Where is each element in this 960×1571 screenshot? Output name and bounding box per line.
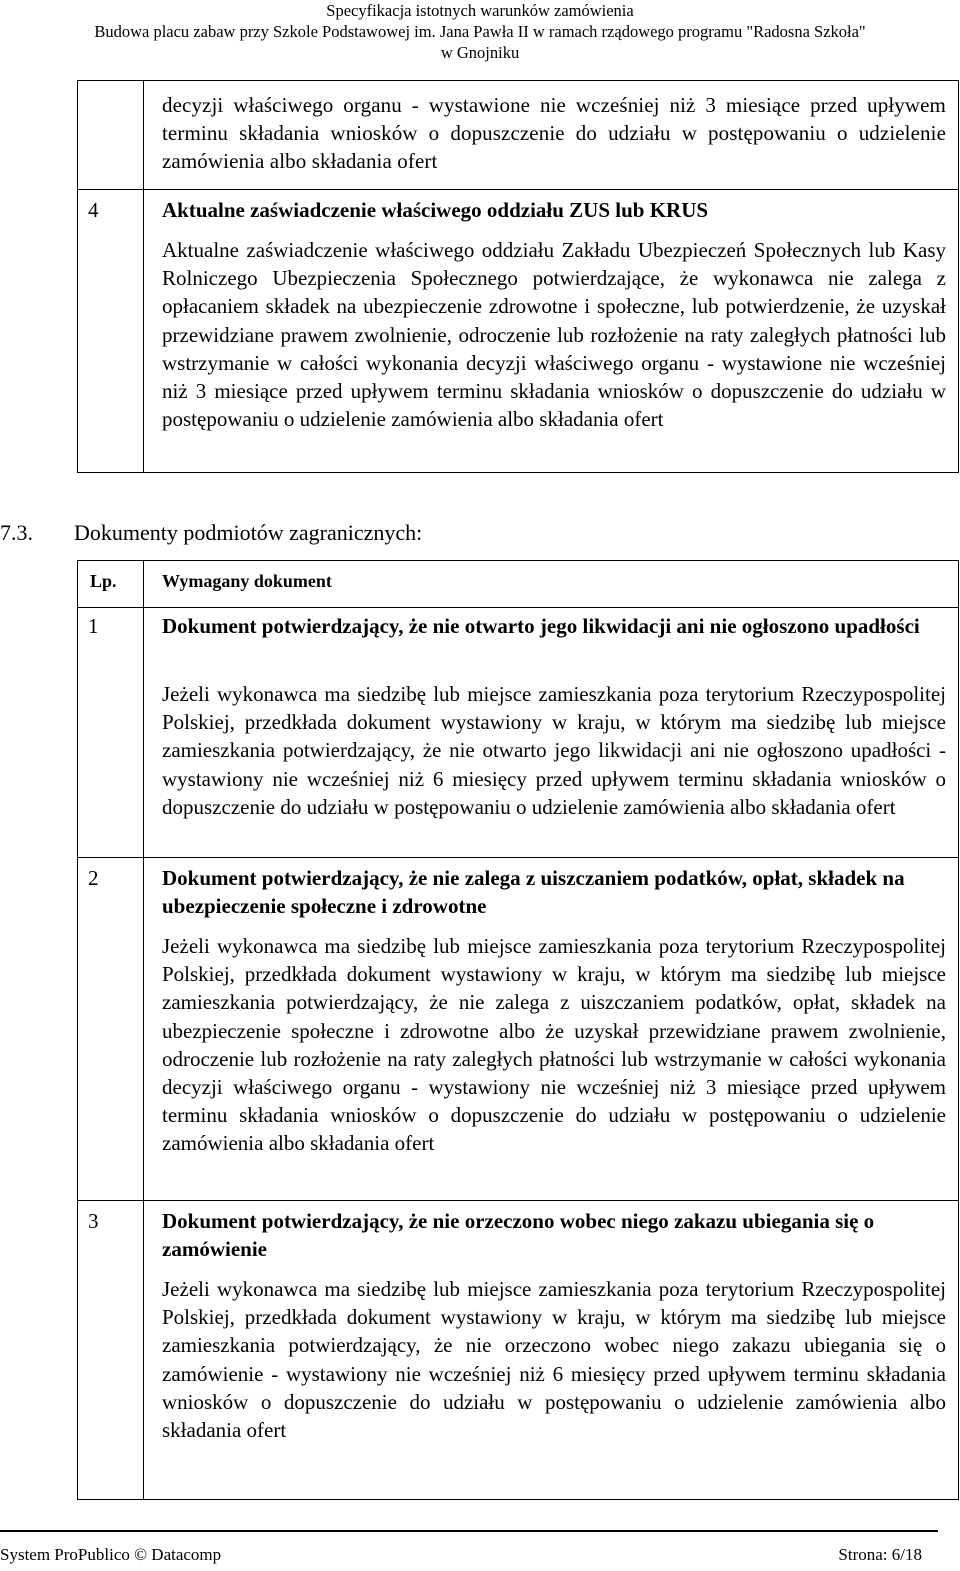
document-header: Wymagany dokument: [162, 571, 332, 591]
table-header-row: [78, 561, 958, 607]
lp-header-cell: [78, 561, 144, 607]
section-number: 7.3.: [0, 520, 33, 545]
row-title: Aktualne zaświadczenie właściwego oddziału ZUS lub KRUS: [162, 198, 709, 222]
lp-cell: [78, 1201, 144, 1499]
row-body: decyzji właściwego organu - wystawione nie wcześniej niż 3 miesiące przed upływem terminu składania wniosków o dopuszczenie do udziału w postępowaniu o udzielenie zamówienia albo składania ofert: [162, 93, 946, 174]
footer-credit: System ProPublico © Datacomp: [0, 1545, 222, 1564]
row-number: 2: [88, 866, 99, 890]
row-number: 1: [88, 614, 99, 638]
foreign-documents-table: [77, 560, 959, 1500]
row-body: Jeżeli wykonawca ma siedzibę lub miejsce zamieszkania poza terytorium Rzeczypospolitej Polskiej, przedkłada dokument wystawiony w kraju, w którym ma siedzibę lub miejsce zamieszkania potwierdzający, że nie otwarto jego likwidacji ani nie ogłoszono upadłości - wystawiony nie wcześniej niż 6 miesięcy przed upływem terminu składania wniosków o dopuszczenie do udziału w postępowaniu o udzielenie zamówienia albo składania ofert: [162, 682, 946, 819]
row-title: Dokument potwierdzający, że nie orzeczono wobec niego zakazu ubiegania się o zamówienie: [162, 1209, 875, 1261]
header-project: Budowa placu zabaw przy Szkole Podstawowej im. Jana Pawła II w ramach rządowego programu "Radosna Szkoła": [94, 22, 866, 41]
row-body: Aktualne zaświadczenie właściwego oddziału Zakładu Ubezpieczeń Społecznych lub Kasy Rolniczego Ubezpieczenia Społecznego potwierdzające, że wykonawca nie zalega z opłacaniem składek na ubezpieczenie zdrowotne i społeczne, lub potwierdzenie, że uzyskał przewidziane prawem zwolnienie, odroczenie lub rozłożenie na raty zaległych płatności lub wstrzymanie w całości wykonania decyzji właściwego organu - wystawione nie wcześniej niż 3 miesiące przed upływem terminu składania wniosków o dopuszczenie do udziału w postępowaniu o udzielenie zamówienia albo składania ofert: [162, 238, 946, 432]
page-header: [0, 0, 960, 63]
table-row: [78, 81, 958, 189]
row-body: Jeżeli wykonawca ma siedzibę lub miejsce zamieszkania poza terytorium Rzeczypospolitej Polskiej, przedkłada dokument wystawiony w kraju, w którym ma siedzibę lub miejsce zamieszkania potwierdzający, że nie orzeczono wobec niego zakazu ubiegania się o zamówienie - wystawiony nie wcześniej niż 6 miesięcy przed upływem terminu składania wniosków o dopuszczenie do udziału w postępowaniu o udzielenie zamówienia albo składania ofert: [162, 1277, 946, 1443]
table-row: [78, 1200, 958, 1499]
lp-cell: [78, 81, 144, 189]
footer-divider: [0, 1530, 938, 1532]
header-location: w Gnojniku: [440, 43, 520, 62]
section-heading: [0, 519, 422, 547]
header-title: Specyfikacja istotnych warunków zamówienia: [326, 1, 634, 20]
lp-header: Lp.: [90, 571, 117, 591]
page-number: Strona: 6/18: [838, 1545, 922, 1564]
lp-cell: [78, 608, 144, 857]
row-number: 4: [88, 198, 99, 222]
table-row: [78, 189, 958, 472]
table-row: [78, 607, 958, 857]
lp-cell: [78, 858, 144, 1200]
requirements-table-continued: [77, 80, 959, 473]
row-number: 3: [88, 1209, 99, 1233]
lp-cell: [78, 190, 144, 472]
row-title: Dokument potwierdzający, że nie otwarto jego likwidacji ani nie ogłoszono upadłości: [162, 614, 920, 638]
section-title: Dokumenty podmiotów zagranicznych:: [74, 520, 423, 545]
table-row: [78, 857, 958, 1200]
row-body: Jeżeli wykonawca ma siedzibę lub miejsce zamieszkania poza terytorium Rzeczypospolitej Polskiej, przedkłada dokument wystawiony w kraju, w którym ma siedzibę lub miejsce zamieszkania potwierdzający, że nie zalega z uiszczaniem podatków, opłat, składek na ubezpieczenie społeczne i zdrowotne albo że uzyskał przewidziane prawem zwolnienie, odroczenie lub rozłożenie na raty zaległych płatności lub wstrzymanie w całości wykonania decyzji właściwego organu - wystawiony nie wcześniej niż 3 miesiące przed upływem terminu składania wniosków o dopuszczenie do udziału w postępowaniu o udzielenie zamówienia albo składania ofert: [162, 934, 946, 1156]
row-title: Dokument potwierdzający, że nie zalega z uiszczaniem podatków, opłat, składek na ubezpieczenie społeczne i zdrowotne: [162, 866, 905, 918]
